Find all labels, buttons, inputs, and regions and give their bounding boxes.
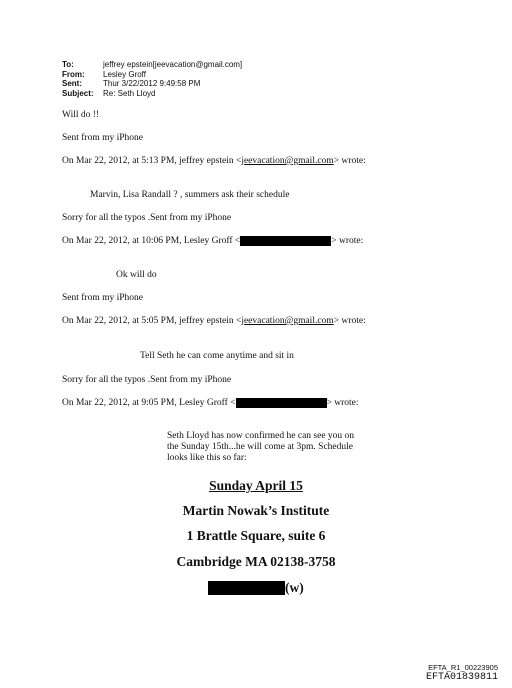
quote-header-2-suffix: > wrote: [331,236,364,246]
signature-line: Sent from my iPhone [62,293,144,303]
redaction-box [208,581,285,595]
redaction-box [240,236,331,246]
quoted-message-2: Ok will do [116,270,157,280]
bates-number-2: EFTA01839811 [425,672,498,683]
schedule-city: Cambridge MA 02138-3758 [176,554,336,569]
sent-value: Thur 3/22/2012 9:49:58 PM [103,79,201,88]
subject-value: Re: Seth Lloyd [103,88,156,98]
from-value: Lesley Groff [103,69,146,79]
to-label: To: [62,60,74,69]
signature-line: Sorry for all the typos .Sent from my iPhone [62,213,232,223]
reply-text: Will do !! [62,110,100,120]
subject-label: Subject: [62,88,94,98]
quote-header-1-email-link[interactable]: jeevacation@gmail.com [241,156,334,166]
bates-number-1: EFTA_R1_00223905 [428,663,498,672]
header-sent-row [62,79,242,89]
signature-line: Sent from my iPhone [62,133,144,143]
redaction-box [236,398,327,408]
quoted-message-4: Seth Lloyd has now confirmed he can see you on the Sunday 15th...he will come at 3pm. Schedule looks like this so far: [167,431,355,463]
signature-line: Sorry for all the typos .Sent from my iPhone [62,375,232,385]
quote-header-4-prefix: On Mar 22, 2012, at 9:05 PM, Lesley Groff < [62,398,236,408]
quote-header-3 [62,316,366,326]
header-to-row [62,60,242,70]
schedule-phone [208,580,304,596]
to-value: jeffrey epstein[jeevacation@gmail.com] [103,60,243,69]
schedule-date: Sunday April 15 [209,478,303,493]
quote-header-2-prefix: On Mar 22, 2012, at 10:06 PM, Lesley Groff < [62,236,241,246]
quote-header-4-suffix: > wrote: [326,398,359,408]
quoted-message-3: Tell Seth he can come anytime and sit in [140,351,294,361]
phone-suffix: (w) [285,580,304,595]
quote-header-2 [62,236,363,246]
from-label: From: [62,69,85,79]
quote-header-3-email-link[interactable]: jeevacation@gmail.com [241,316,334,326]
schedule-location: Martin Nowak’s Institute [182,503,330,518]
quote-header-4 [62,398,359,408]
quoted-message-1: Marvin, Lisa Randall ? , summers ask their schedule [90,190,290,200]
quote-header-1-prefix: On Mar 22, 2012, at 5:13 PM, jeffrey epstein < [62,156,242,166]
schedule-address: 1 Brattle Square, suite 6 [186,528,326,543]
quote-header-1-suffix: > wrote: [333,156,366,166]
header-from-row [62,70,242,80]
quote-header-1 [62,156,366,166]
quote-header-3-prefix: On Mar 22, 2012, at 5:05 PM, jeffrey epstein < [62,316,242,326]
quote-header-3-suffix: > wrote: [333,316,366,326]
header-subject-row [62,89,242,99]
email-header [62,60,242,98]
sent-label: Sent: [62,79,82,88]
